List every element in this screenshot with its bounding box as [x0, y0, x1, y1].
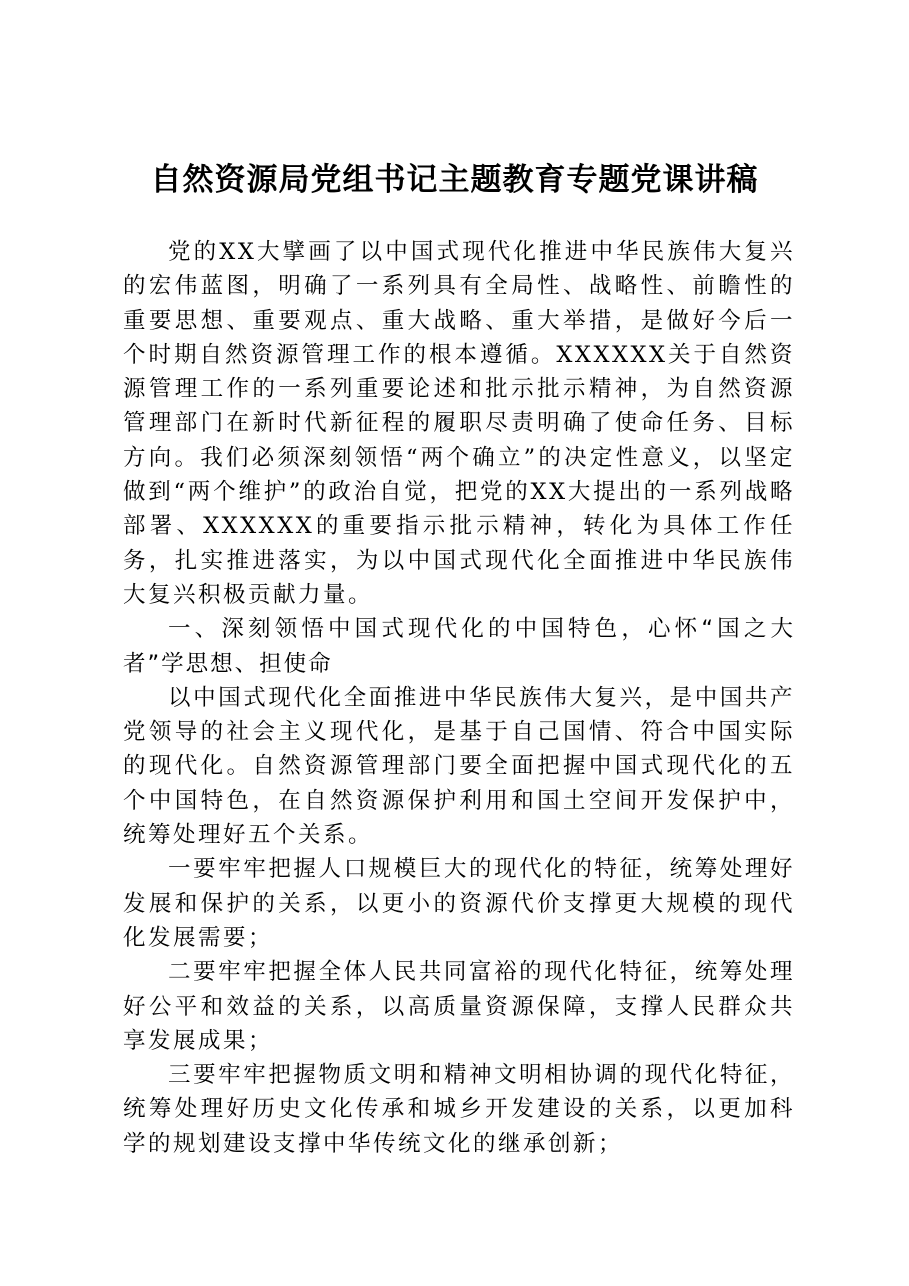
section-heading-1: 一、深刻领悟中国式现代化的中国特色，心怀“国之大者”学思想、担使命 — [123, 616, 795, 677]
document-title: 自然资源局党组书记主题教育专题党课讲稿 — [150, 162, 759, 198]
point-3-paragraph: 三要牢牢把握物质文明和精神文明相协调的现代化特征，统筹处理好历史文化传承和城乡开发建设的关系，以更加科学的规划建设支撑中华传统文化的继承创新； — [123, 1062, 795, 1157]
section-1-paragraph: 以中国式现代化全面推进中华民族伟大复兴，是中国共产党领导的社会主义现代化，是基于自己国情、符合中国实际的现代化。自然资源管理部门要全面把握中国式现代化的五个中国特色，在自然资源保护利用和国土空间开发保护中，统筹处理好五个关系。 — [123, 684, 795, 849]
point-2-paragraph: 二要牢牢把握全体人民共同富裕的现代化特征，统筹处理好公平和效益的关系，以高质量资源保障，支撑人民群众共享发展成果； — [123, 959, 795, 1054]
intro-paragraph: 党的XX大擘画了以中国式现代化推进中华民族伟大复兴的宏伟蓝图，明确了一系列具有全局性、战略性、前瞻性的重要思想、重要观点、重大战略、重大举措，是做好今后一个时期自然资源管理工作的根本遵循。XXXXXX关于自然资源管理工作的一系列重要论述和批示批示精神，为自然资源管理部门在新时代新征程的履职尽责明确了使命任务、目标方向。我们必须深刻领悟“两个确立”的决定性意义，以坚定做到“两个维护”的政治自觉，把党的XX大提出的一系列战略部署、XXXXXX的重要指示批示精神，转化为具体工作任务，扎实推进落实，为以中国式现代化全面推进中华民族伟大复兴积极贡献力量。 — [123, 239, 795, 608]
document-body — [123, 235, 795, 1161]
point-1-paragraph: 一要牢牢把握人口规模巨大的现代化的特征，统筹处理好发展和保护的关系，以更小的资源代价支撑更大规模的现代化发展需要； — [123, 856, 795, 951]
